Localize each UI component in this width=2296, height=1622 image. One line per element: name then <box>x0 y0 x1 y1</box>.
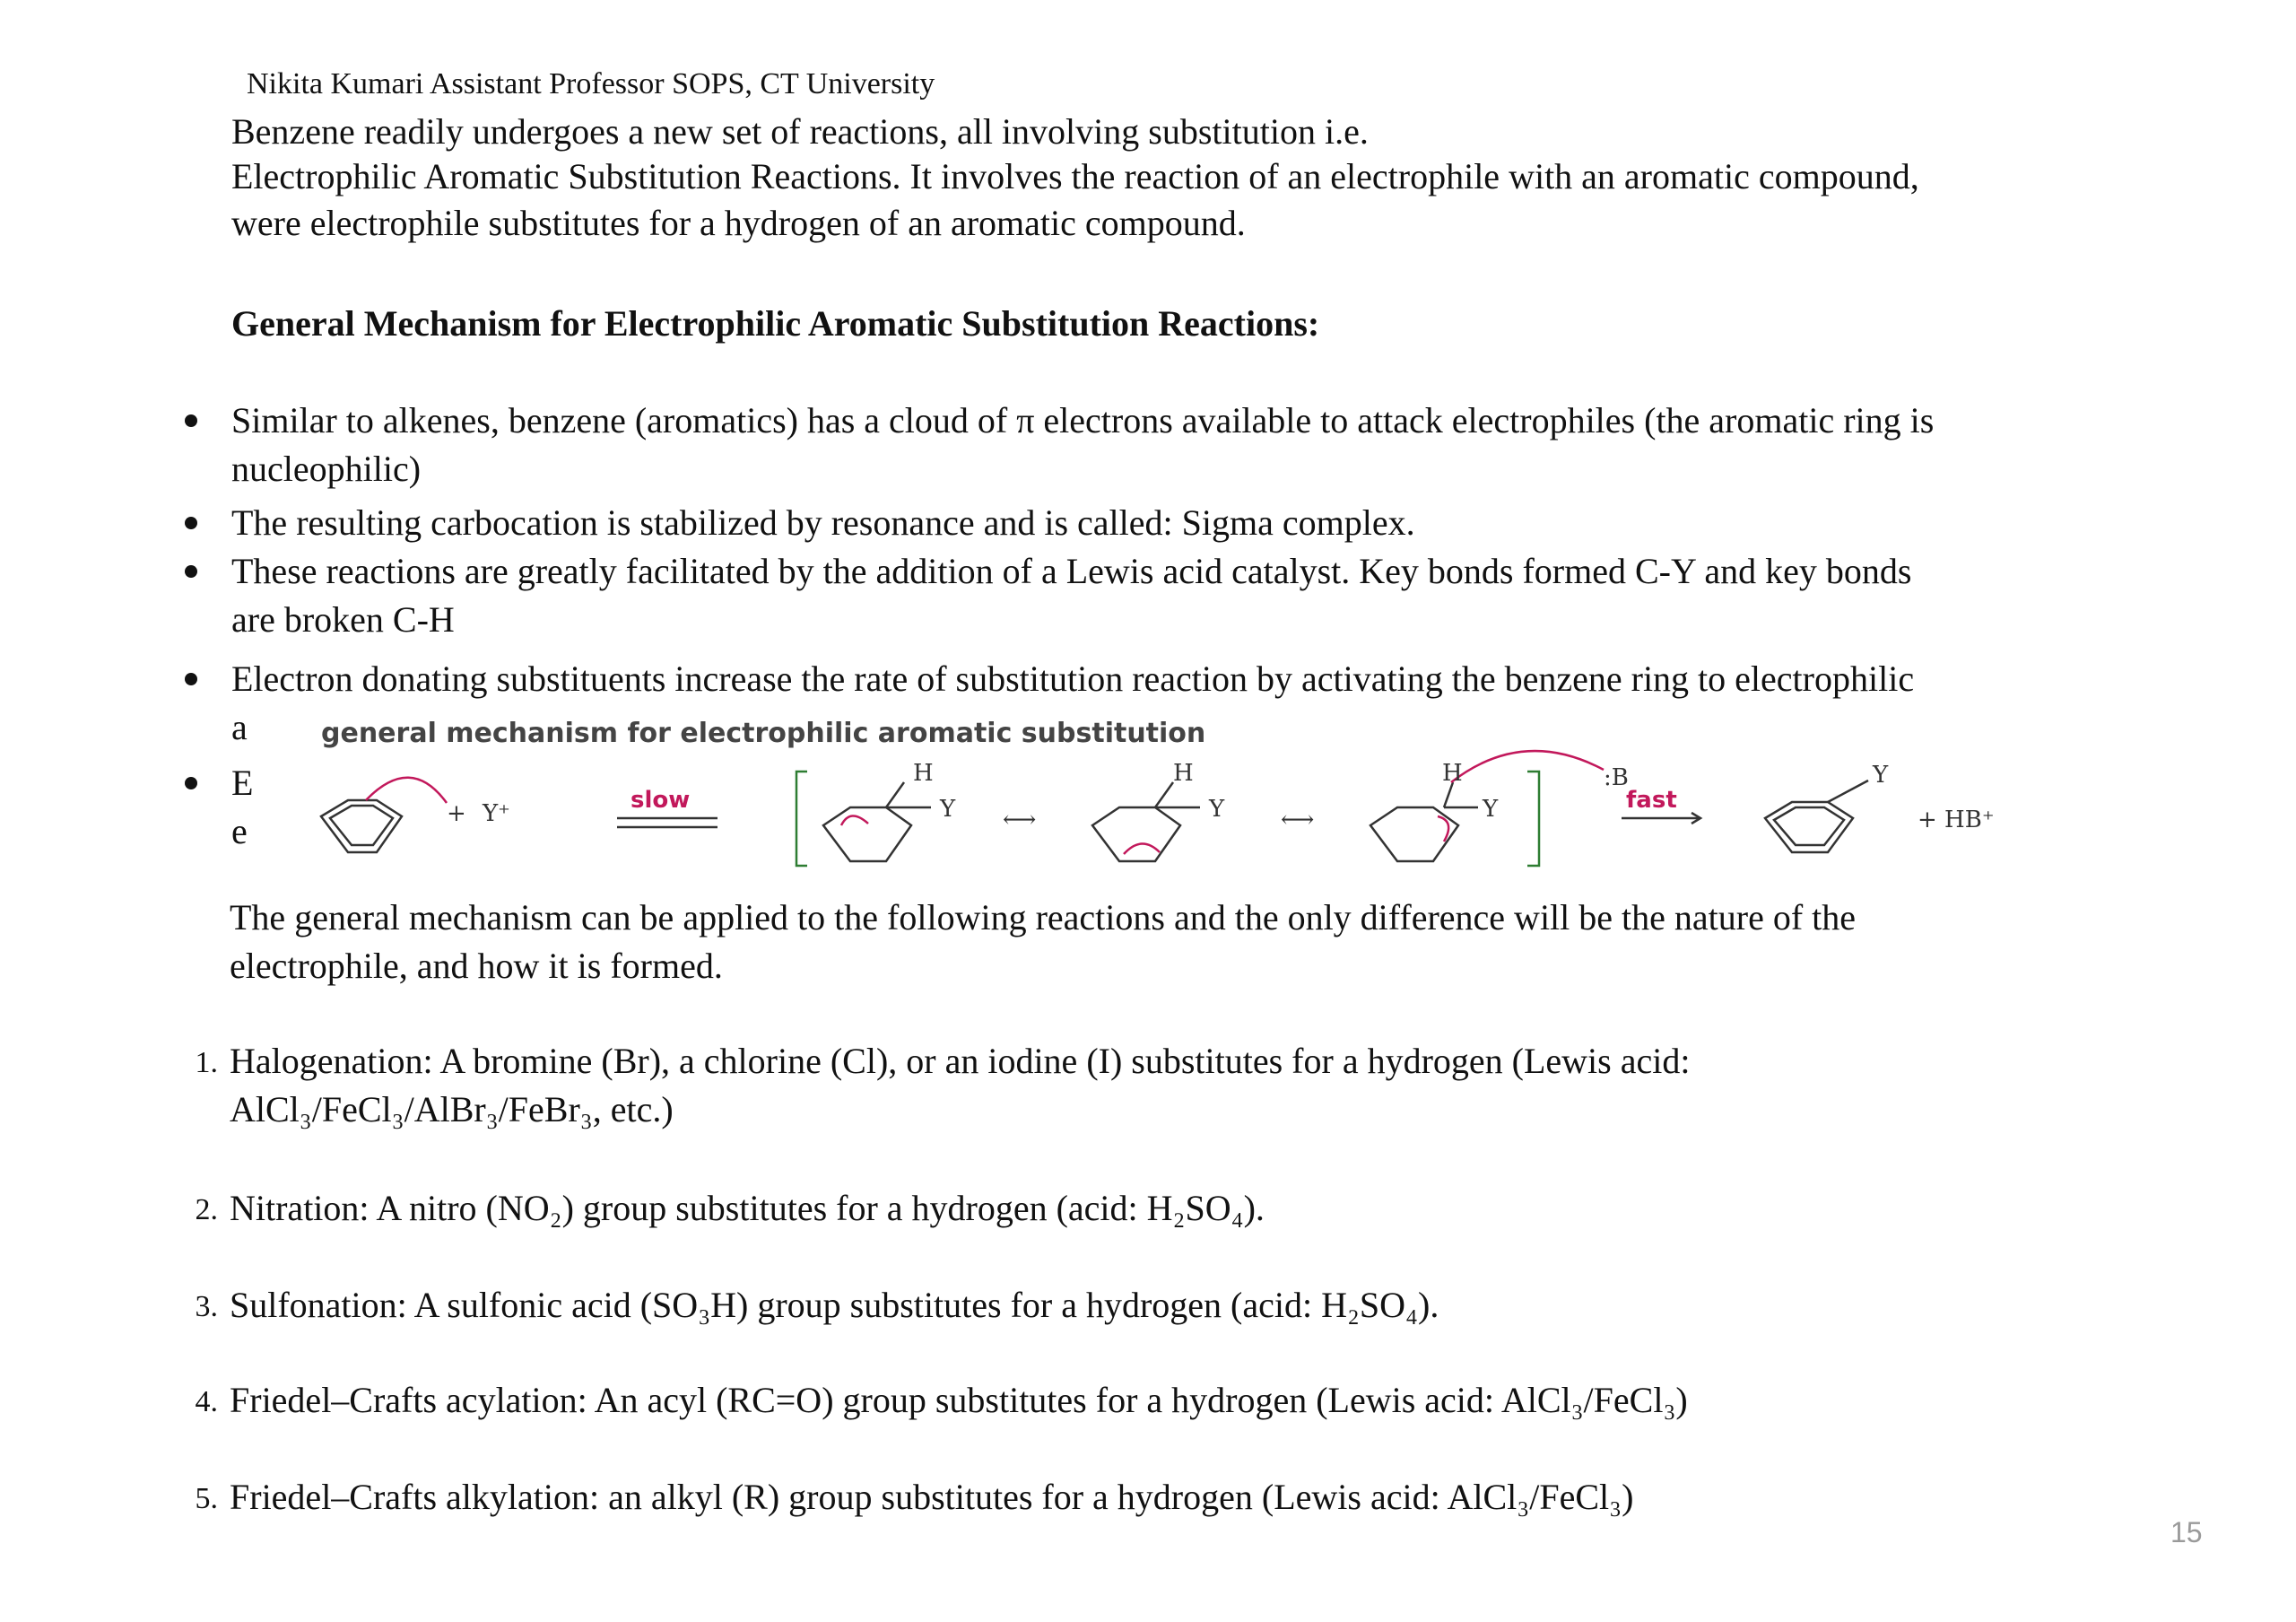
reaction-1-line-2: AlCl₃/FeCl₃/AlBr₃/FeBr₃, etc.) <box>230 1089 674 1129</box>
author-header: Nikita Kumari Assistant Professor SOPS, CT University <box>247 67 935 100</box>
list-number: 3. <box>195 1290 218 1323</box>
reaction-2-line-1: Nitration: A nitro (NO₂) group substitutes for a hydrogen (acid: H₂SO₄). <box>230 1188 1265 1228</box>
reaction-1-line-1: Halogenation: A bromine (Br), a chlorine (Cl), or an iodine (I) substitutes for a hydrogen (Lewis acid: <box>230 1041 1691 1081</box>
h-label: H <box>1173 760 1194 787</box>
h-label: H <box>913 760 934 787</box>
fast-label: fast <box>1626 787 1677 814</box>
bullet-4-line-1: Electron donating substituents increase the rate of substitution reaction by activating the benzene ring to electrophilic <box>231 658 1915 699</box>
bullet-2-line-1: The resulting carbocation is stabilized by resonance and is called: Sigma complex. <box>231 502 1415 543</box>
intro-line-2: Electrophilic Aromatic Substitution Reactions. It involves the reaction of an electrophile with an aromatic compound, <box>231 156 1919 196</box>
list-number: 2. <box>195 1193 218 1226</box>
bullet-5-line-1: E <box>231 763 254 803</box>
list-number: 1. <box>195 1046 218 1079</box>
y-label: Y <box>1483 796 1499 823</box>
bullet-dot <box>185 565 197 578</box>
y-label: Y <box>1209 796 1225 823</box>
y-label: Y <box>1873 762 1889 789</box>
reaction-5-line-1: Friedel–Crafts alkylation: an alkyl (R) group substitutes for a hydrogen (Lewis acid: AlCl₃/FeCl₃) <box>230 1477 1634 1517</box>
list-number: 4. <box>195 1385 218 1418</box>
bullet-dot <box>185 777 197 789</box>
resonance-arrow: ⟷ <box>1003 807 1037 833</box>
electrophile-label: Y⁺ <box>483 800 510 827</box>
general-note-line-2: electrophile, and how it is formed. <box>230 946 723 986</box>
mechanism-figure <box>312 718 2106 879</box>
intro-line-1: Benzene readily undergoes a new set of reactions, all involving substitution i.e. <box>231 111 1369 152</box>
intro-line-3: were electrophile substitutes for a hydrogen of an aromatic compound. <box>231 203 1246 243</box>
list-number: 5. <box>195 1482 218 1515</box>
reaction-3-line-1: Sulfonation: A sulfonic acid (SO₃H) group substitutes for a hydrogen (acid: H₂SO₄). <box>230 1285 1439 1325</box>
section-heading: General Mechanism for Electrophilic Aromatic Substitution Reactions: <box>231 303 1320 344</box>
bullet-dot <box>185 673 197 685</box>
bullet-1-line-1: Similar to alkenes, benzene (aromatics) has a cloud of π electrons available to attack electrophiles (the aromatic ring is <box>231 400 1935 440</box>
base-label: :B <box>1604 764 1629 791</box>
bullet-4-line-2: a <box>231 707 248 747</box>
bullet-dot <box>185 517 197 529</box>
figure-title: general mechanism for electrophilic aromatic substitution <box>321 718 1206 749</box>
bullet-5-line-2: e <box>231 811 248 851</box>
bullet-dot <box>185 414 197 427</box>
page-number: 15 <box>2170 1516 2203 1548</box>
y-label: Y <box>940 796 956 823</box>
bullet-3-line-1: These reactions are greatly facilitated by the addition of a Lewis acid catalyst. Key bonds formed C-Y and key bonds <box>231 551 1912 591</box>
resonance-arrow: ⟷ <box>1281 807 1315 833</box>
slow-label: slow <box>631 787 691 814</box>
reaction-4-line-1: Friedel–Crafts acylation: An acyl (RC=O) group substitutes for a hydrogen (Lewis acid: AlCl₃/FeCl₃) <box>230 1380 1688 1420</box>
h-label: H <box>1442 760 1463 787</box>
plus-sign: + <box>447 800 466 827</box>
hb-product-label: + HB⁺ <box>1918 807 1995 833</box>
bullet-3-line-2: are broken C-H <box>231 599 455 640</box>
mechanism-diagram <box>312 718 2106 879</box>
bullet-1-line-2: nucleophilic) <box>231 449 422 489</box>
general-note-line-1: The general mechanism can be applied to the following reactions and the only difference will be the nature of the <box>230 897 1857 937</box>
